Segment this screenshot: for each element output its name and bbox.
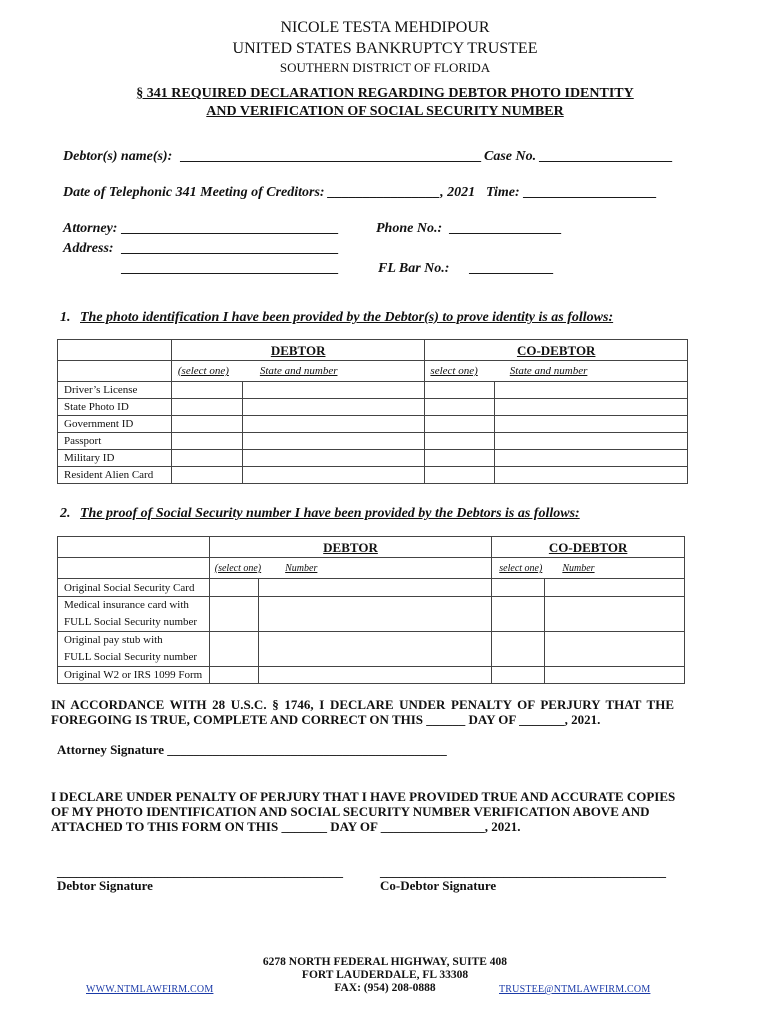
select-cell[interactable] (492, 667, 545, 684)
phone-label: Phone No.: (376, 221, 443, 236)
photo-id-table (57, 339, 688, 484)
footer-fax: FAX: (954) 208-0888 (334, 982, 436, 994)
select-cell[interactable] (171, 399, 242, 416)
select-one-label: (select one) (214, 563, 262, 574)
declaration2-line2: OF MY PHOTO IDENTIFICATION AND SOCIAL SECURITY NUMBER VERIFICATION ABOVE AND (51, 804, 650, 819)
number-cell[interactable] (242, 399, 425, 416)
footer-address-2: FORT LAUDERDALE, FL 33308 (301, 969, 469, 981)
row-label: Passport (58, 433, 172, 450)
select-cell[interactable] (209, 667, 258, 684)
select-cell[interactable] (425, 399, 495, 416)
form-title-line1: § 341 REQUIRED DECLARATION REGARDING DEBTOR PHOTO IDENTITY (136, 86, 634, 101)
row-label-line: Original pay stub with (64, 634, 163, 646)
trustee-title: UNITED STATES BANKRUPTCY TRUSTEE (232, 40, 538, 57)
codebtor-signature-line[interactable]: ____________________________________________ (380, 864, 666, 879)
select-cell[interactable] (492, 632, 545, 667)
debtor-header-label: DEBTOR (270, 343, 326, 358)
row-label-line: Medical insurance card with (64, 599, 189, 611)
declaration1-line1: IN ACCORDANCE WITH 28 U.S.C. § 1746, I DECLARE UNDER PENALTY OF PERJURY THAT THE (51, 697, 674, 712)
codebtor-subheader (492, 558, 685, 579)
section1-heading: The photo identification I have been provided by the Debtor(s) to prove identity is as follows: (80, 310, 614, 325)
select-cell[interactable] (209, 579, 258, 597)
row-label: Driver’s License (58, 382, 172, 399)
footer-address-1: 6278 NORTH FEDERAL HIGHWAY, SUITE 408 (262, 956, 508, 968)
select-cell[interactable] (425, 467, 495, 484)
case-no-blank[interactable]: ___________________ (540, 149, 673, 164)
number-col-co-label: Number (562, 563, 595, 574)
meeting-date-field[interactable]: Date of Telephonic 341 Meeting of Creditors: ________________, 2021 (63, 185, 476, 200)
codebtor-subheader (425, 361, 688, 382)
select-cell[interactable] (209, 632, 258, 667)
debtor-names-blank[interactable]: ___________________________________________ (181, 149, 482, 164)
fl-bar-blank[interactable]: ____________ (470, 261, 554, 276)
number-cell[interactable] (495, 450, 688, 467)
form-title-line2: AND VERIFICATION OF SOCIAL SECURITY NUMBER (206, 104, 564, 119)
row-label: Original W2 or IRS 1099 Form (58, 667, 210, 684)
number-cell[interactable] (242, 450, 425, 467)
select-cell[interactable] (171, 450, 242, 467)
number-col-label: Number (285, 563, 318, 574)
codebtor-header-label: CO-DEBTOR (516, 343, 596, 358)
select-cell[interactable] (425, 433, 495, 450)
select-one-co-label: select one) (430, 365, 478, 377)
phone-blank[interactable]: ________________ (450, 221, 562, 236)
attorney-signature[interactable]: Attorney Signature ___________________________________________ (57, 742, 447, 757)
subheader-blank (58, 361, 172, 382)
select-cell[interactable] (425, 416, 495, 433)
number-cell[interactable] (495, 467, 688, 484)
select-one-co-label: select one) (499, 563, 543, 574)
row-label: Original Social Security Card (58, 579, 210, 597)
number-cell[interactable] (495, 433, 688, 450)
number-cell[interactable] (495, 382, 688, 399)
debtor-names-label: Debtor(s) name(s): (63, 149, 173, 164)
trustee-name: NICOLE TESTA MEHDIPOUR (280, 19, 490, 36)
select-cell[interactable] (171, 467, 242, 484)
email-link[interactable]: TRUSTEE@NTMLAWFIRM.COM (499, 984, 651, 995)
fl-bar-label: FL Bar No.: (378, 261, 450, 276)
district: SOUTHERN DISTRICT OF FLORIDA (279, 60, 491, 75)
number-cell[interactable] (242, 416, 425, 433)
debtor-signature-line[interactable]: ____________________________________________ (57, 864, 343, 879)
row-label: Military ID (58, 450, 172, 467)
row-label: State Photo ID (58, 399, 172, 416)
number-cell[interactable] (242, 382, 425, 399)
row-label (58, 597, 210, 632)
debtor-header-label: DEBTOR (323, 540, 378, 555)
codebtor-signature-label: Co-Debtor Signature (380, 878, 497, 893)
state-number-label: State and number (259, 365, 338, 377)
select-one-label: (select one) (177, 365, 229, 377)
select-cell[interactable] (492, 579, 545, 597)
section2-number: 2. (60, 506, 71, 521)
codebtor-header (492, 537, 685, 558)
codebtor-header-label: CO-DEBTOR (548, 540, 628, 555)
select-cell[interactable] (492, 597, 545, 632)
declaration1-line2[interactable]: FOREGOING IS TRUE, COMPLETE AND CORRECT ON THIS ______ DAY OF _______, 2021. (51, 712, 601, 727)
select-cell[interactable] (171, 382, 242, 399)
select-cell[interactable] (209, 597, 258, 632)
select-cell[interactable] (171, 433, 242, 450)
number-cell[interactable] (495, 416, 688, 433)
state-number-co-label: State and number (509, 365, 588, 377)
row-label (58, 632, 210, 667)
number-cell[interactable] (545, 597, 685, 632)
address-blank-1[interactable]: _______________________________ (122, 241, 339, 256)
number-cell[interactable] (258, 632, 492, 667)
debtor-subheader (171, 361, 425, 382)
declaration2-line3[interactable]: ATTACHED TO THIS FORM ON THIS _______ DAY OF ________________, 2021. (51, 819, 521, 834)
time-label: Time: (486, 185, 520, 200)
case-no-label: Case No. (484, 149, 537, 164)
select-cell[interactable] (425, 382, 495, 399)
select-cell[interactable] (171, 416, 242, 433)
website-link[interactable]: WWW.NTMLAWFIRM.COM (86, 984, 214, 995)
row-label-line: FULL Social Security number (64, 651, 198, 663)
number-cell[interactable] (258, 579, 492, 597)
ssn-proof-table (57, 536, 685, 684)
section1-number: 1. (60, 310, 71, 325)
declaration2-line1: I DECLARE UNDER PENALTY OF PERJURY THAT I HAVE PROVIDED TRUE AND ACCURATE COPIES (51, 789, 676, 804)
attorney-label: Attorney: (63, 221, 118, 236)
select-cell[interactable] (425, 450, 495, 467)
table-header-blank (58, 340, 172, 361)
debtor-header (171, 340, 425, 361)
row-label: Resident Alien Card (58, 467, 172, 484)
number-cell[interactable] (242, 467, 425, 484)
number-cell[interactable] (495, 399, 688, 416)
address-blank-2[interactable]: _______________________________ (122, 261, 339, 276)
number-cell[interactable] (242, 433, 425, 450)
section2-heading: The proof of Social Security number I have been provided by the Debtors is as follows: (80, 506, 580, 521)
address-label: Address: (63, 241, 114, 256)
attorney-blank[interactable]: _______________________________ (122, 221, 339, 236)
number-cell[interactable] (258, 597, 492, 632)
table-header-blank (58, 537, 210, 558)
debtor-header (209, 537, 492, 558)
number-cell[interactable] (545, 667, 685, 684)
row-label: Government ID (58, 416, 172, 433)
codebtor-header (425, 340, 688, 361)
debtor-subheader (209, 558, 492, 579)
row-label-line: FULL Social Security number (64, 616, 198, 628)
number-cell[interactable] (258, 667, 492, 684)
number-cell[interactable] (545, 632, 685, 667)
number-cell[interactable] (545, 579, 685, 597)
subheader-blank (58, 558, 210, 579)
debtor-signature-label: Debtor Signature (57, 878, 153, 893)
time-blank[interactable]: ___________________ (524, 185, 657, 200)
